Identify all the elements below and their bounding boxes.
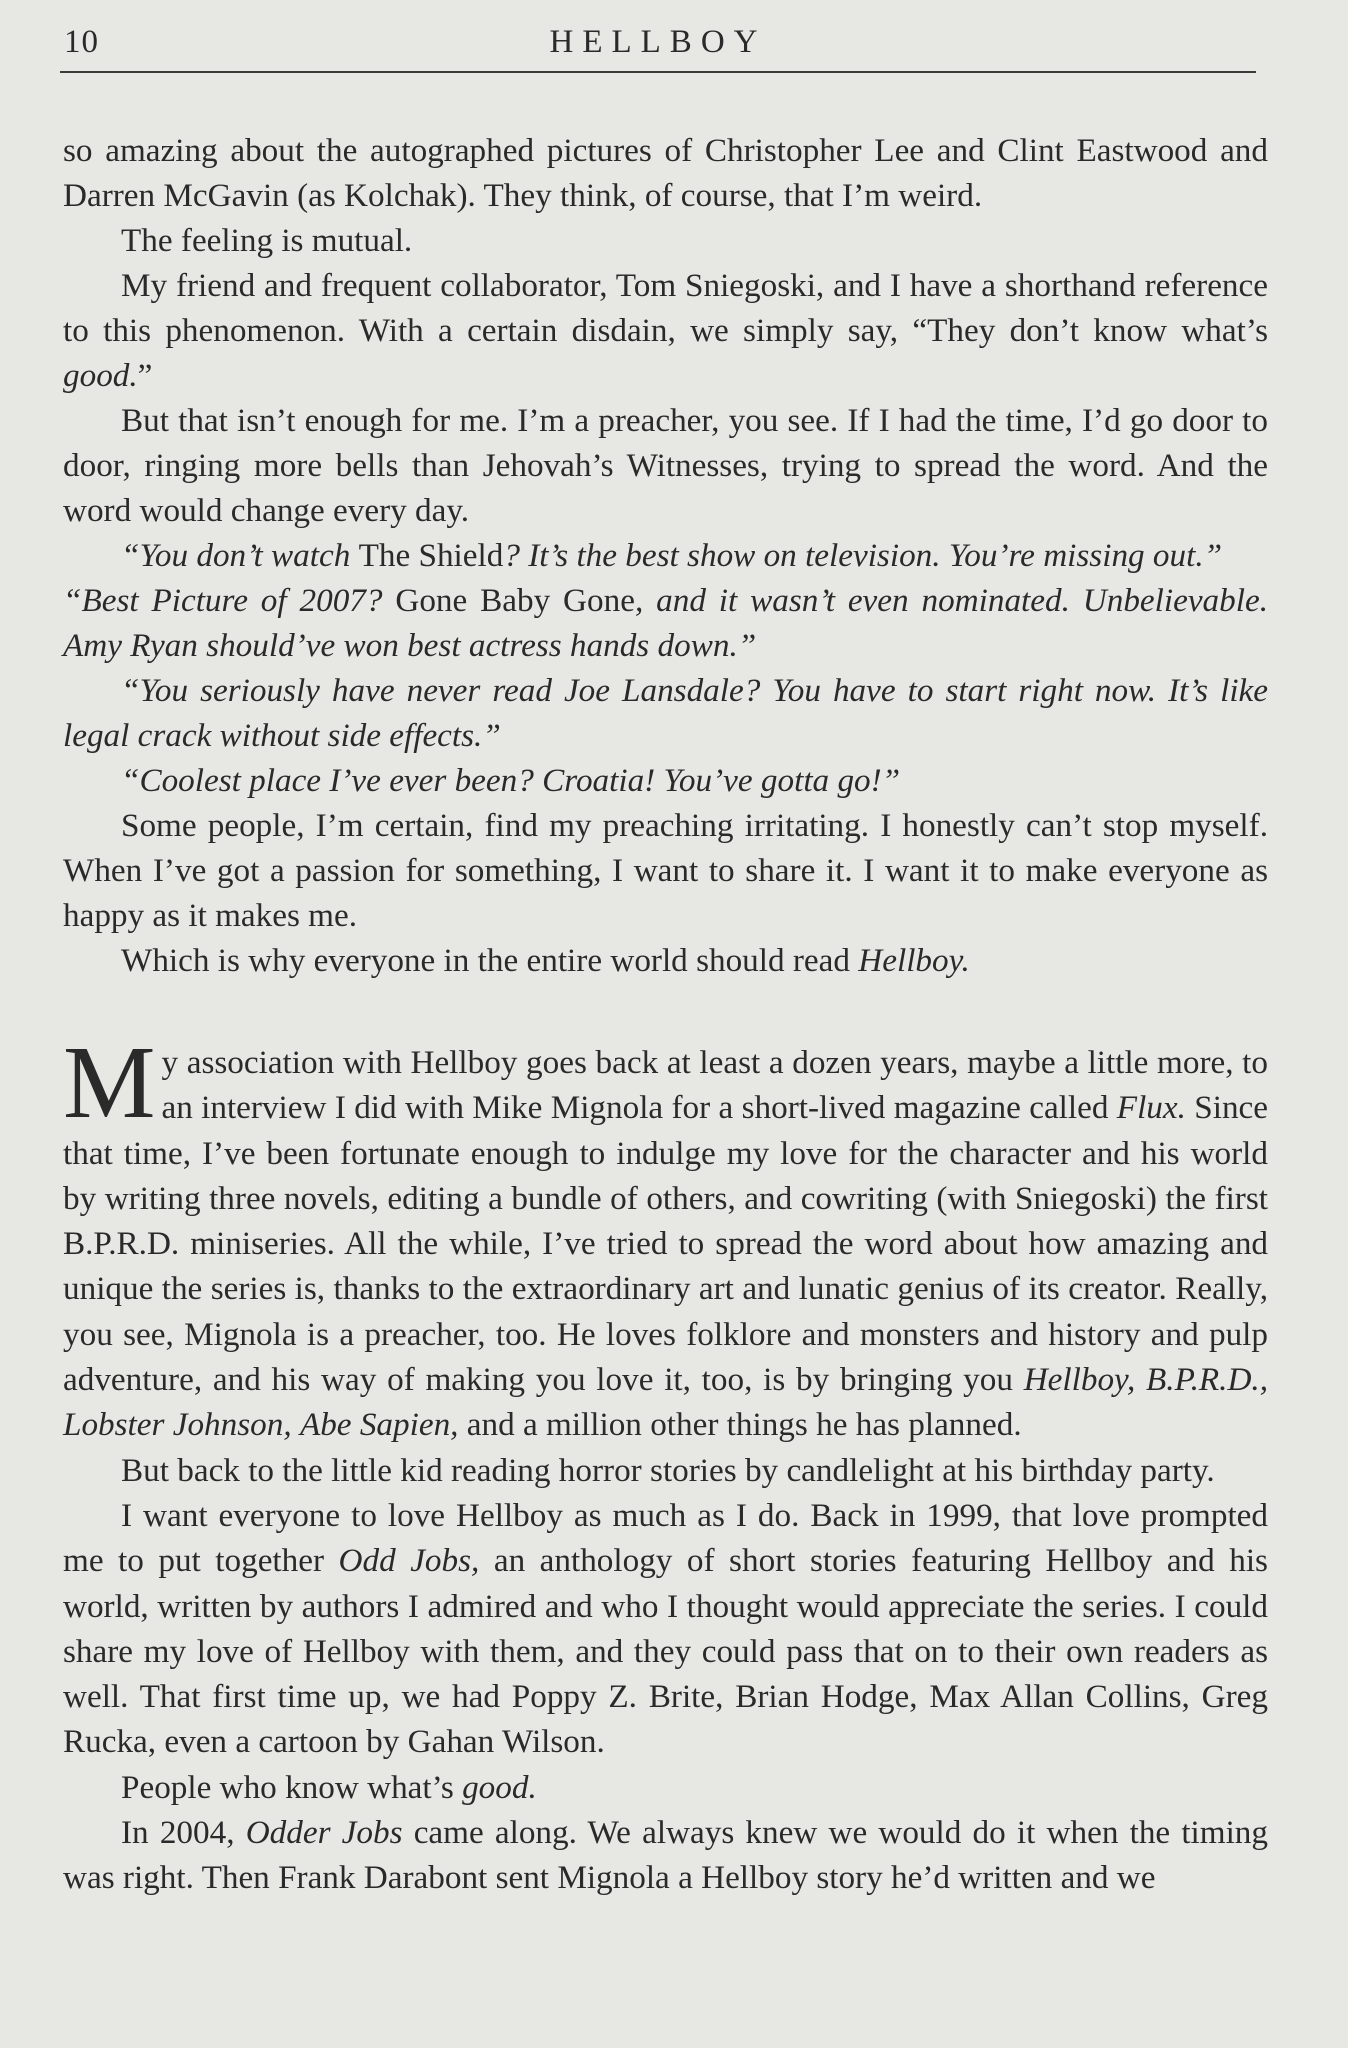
body-text	[63, 128, 1268, 1901]
paragraph: People who know what’s good.	[121, 1768, 537, 1806]
paragraph: Some people, I’m certain, find my preaching irritating. I honestly can’t stop myself. When I’ve got a passion for something, I want to share it. I want it to make everyone as happy as it makes me.	[63, 807, 1268, 934]
page-number: 10	[64, 24, 99, 60]
page-header	[60, 12, 1256, 74]
paragraph: In 2004, Odder Jobs came along. We always knew we would do it when the timing was right. Then Frank Darabont sent Mignola a Hellboy story he’d written and we	[63, 1814, 1268, 1897]
section-break	[63, 983, 1268, 1040]
quote-line: “Best Picture of 2007? Gone Baby Gone, and it wasn’t even nominated. Unbelievable. Amy Ryan should’ve won best actress hands down.”	[63, 582, 1268, 664]
italic-text: good.	[63, 357, 138, 394]
drop-cap: M	[63, 1025, 156, 1140]
header-rule	[60, 71, 1256, 73]
quote-line: “You don’t watch The Shield? It’s the best show on television. You’re missing out.”	[121, 537, 1223, 574]
paragraph: But back to the little kid reading horror stories by candlelight at his birthday party.	[121, 1451, 1215, 1489]
section-two	[63, 1025, 1269, 1901]
paragraph: Which is why everyone in the entire world should read Hellboy.	[121, 942, 970, 979]
quote-line: “You seriously have never read Joe Lansdale? You have to start right now. It’s like legal crack without side effects.”	[63, 672, 1268, 754]
paragraph: My association with Hellboy goes back at least a dozen years, maybe a little more, to an interview I did with Mike Mignola for a short-lived magazine called Flux. Since that time, I’ve been fortunate enough to indulge my love for the character and his world by writing three novels, editing a bundle of others, and cowriting (with Sniegoski) the first B.P.R.D. miniseries. All the while, I’ve tried to spread the word about how amazing and unique the series is, thanks to the extraordinary art and lunatic genius of its creator. Really, you see, Mignola is a preacher, too. He loves folklore and monsters and history and pulp adventure, and his way of making you love it, too, is by bringing you Hellboy, B.P.R.D., Lobster Johnson, Abe Sapien, and a million other things he has planned.	[63, 1025, 1269, 1444]
paragraph: But that isn’t enough for me. I’m a preacher, you see. If I had the time, I’d go door to door, ringing more bells than Jehovah’s Witnesses, trying to spread the word. And the word would change every day.	[63, 402, 1268, 529]
paragraph: My friend and frequent collaborator, Tom Sniegoski, and I have a shorthand reference to this phenomenon. With a certain disdain, we simply say, “They don’t know what’s good.”	[63, 267, 1268, 394]
film-title: Gone Baby Gone	[395, 582, 635, 619]
paragraph: I want everyone to love Hellboy as much as I do. Back in 1999, that love prompted me to put together Odd Jobs, an anthology of short stories featuring Hellboy and his world, written by authors I admired and who I thought would appreciate the series. I could share my love of Hellboy with them, and they could pass that on to their own readers as well. That first time up, we had Poppy Z. Brite, Brian Hodge, Max Allan Collins, Greg Rucka, even a cartoon by Gahan Wilson.	[63, 1496, 1268, 1761]
paragraph: so amazing about the autographed pictures of Christopher Lee and Clint Eastwood and Darren McGavin (as Kolchak). They think, of course, that I’m weird.	[63, 132, 1268, 214]
running-title: HELLBOY	[549, 24, 767, 60]
paragraph: The feeling is mutual.	[121, 222, 413, 259]
quote-line: “Coolest place I’ve ever been? Croatia! You’ve gotta go!”	[121, 762, 901, 799]
show-title: The Shield	[358, 537, 504, 574]
italic-text: Hellboy.	[858, 942, 970, 979]
